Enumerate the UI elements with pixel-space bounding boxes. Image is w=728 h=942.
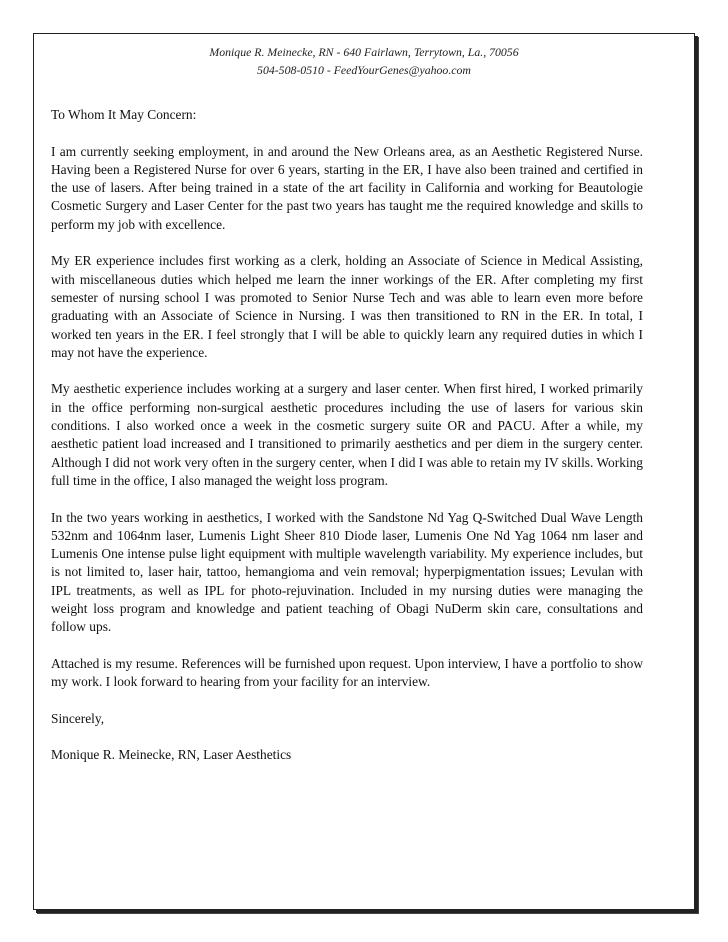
- paragraph-intro: I am currently seeking employment, in and around the New Orleans area, as an Aesthetic Registered Nurse. Having been a Registered Nurse for over 6 years, starting in the ER, I have also been trained and certified in the use of lasers. After being trained in a state of the art facility in California and working for Beautologie Cosmetic Surgery and Laser Center for the past two years has taught me the required knowledge and skills to perform my job with excellence.: [51, 143, 643, 232]
- paragraph-resume: Attached is my resume. References will be furnished upon request. Upon interview, I have a portfolio to show my work. I look forward to hearing from your facility for an interview.: [51, 655, 643, 690]
- paragraph-er-experience: My ER experience includes first working as a clerk, holding an Associate of Science in Medical Assisting, with miscellaneous duties which helped me learn the inner workings of the ER. After completing my first semester of nursing school I was promoted to Senior Nurse Tech and was able to learn even more before graduating with an Associate of Science in Nursing. I was then transitioned to RN in the ER. In total, I worked ten years in the ER. I feel strongly that I will be able to quickly learn any required duties in which I may not have the experience.: [51, 253, 643, 360]
- closing: Sincerely,: [51, 710, 105, 726]
- paragraph-laser-equipment: In the two years working in aesthetics, I worked with the Sandstone Nd Yag Q-Switched Dual Wave Length 532nm and 1064nm laser, Lumenis Light Sheer 810 Diode laser, Lumenis One Nd Yag 1064 nm laser and Lumenis One intense pulse light equipment with multiple wavelength variability. My experience includes, but is not limited to, laser hair, tattoo, hemangioma and vein removal; hyperpigmentation issues; Levulan with IPL treatments, as well as IPL for photo-rejuvination. Included in my nursing duties were managing the weight loss program and knowledge and patient teaching of Obagi NuDerm skin care, consultations and follow ups.: [51, 509, 643, 635]
- salutation: To Whom It May Concern:: [51, 107, 197, 122]
- letterhead-name-address: Monique R. Meinecke, RN - 640 Fairlawn, Terrytown, La., 70056: [209, 45, 519, 59]
- letterhead-contact: 504-508-0510 - FeedYourGenes@yahoo.com: [257, 63, 471, 77]
- signature: Monique R. Meinecke, RN, Laser Aesthetics: [51, 747, 292, 763]
- letterhead: [34, 43, 694, 79]
- letter-body: [51, 106, 643, 783]
- paragraph-aesthetic-experience: My aesthetic experience includes working at a surgery and laser center. When first hired, I worked primarily in the office performing non-surgical aesthetic procedures including the use of lasers for various skin conditions. I also worked once a week in the cosmetic surgery suite OR and PACU. After a while, my aesthetic patient load increased and I transitioned to primarily aesthetics and per diem in the surgery center. Although I did not work very often in the surgery center, when I did I was able to retain my IV skills. Working full time in the office, I also managed the weight loss program.: [51, 381, 643, 488]
